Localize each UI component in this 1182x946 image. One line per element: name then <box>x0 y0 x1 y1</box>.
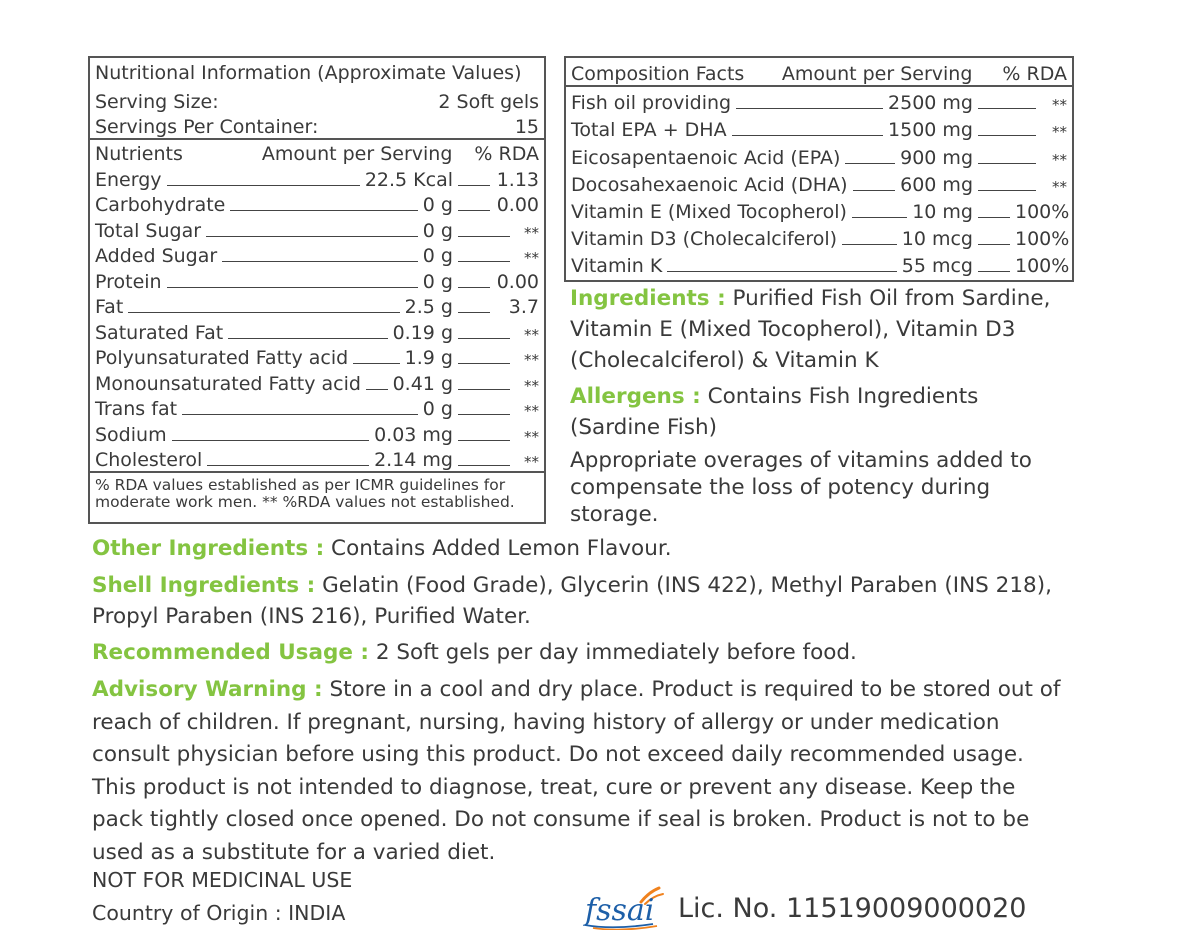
composition-row <box>566 141 1072 168</box>
leader-line <box>172 440 370 441</box>
component-name: Docosahexaenoic Acid (DHA) <box>571 173 848 196</box>
nutrient-name: Added Sugar <box>95 245 218 267</box>
nutrient-amount: 0.03 mg <box>374 423 453 446</box>
col-composition: Composition Facts <box>571 63 745 85</box>
composition-row <box>566 87 1072 114</box>
composition-row <box>566 250 1072 277</box>
nutrient-rda: ** <box>524 376 539 395</box>
allergens-label: Allergens : <box>570 384 701 409</box>
leader-line <box>458 210 490 211</box>
nutrient-amount: 0 g <box>422 194 453 216</box>
composition-row <box>566 223 1072 250</box>
nutrition-row <box>90 267 544 293</box>
leader-line <box>978 190 1036 191</box>
leader-line <box>845 163 895 164</box>
nutrient-rda: 0.00 <box>496 194 539 216</box>
nutrient-amount: 2.5 g <box>404 296 453 318</box>
component-name: Fish oil providing <box>571 92 732 115</box>
nutrient-amount: 0 g <box>422 270 453 293</box>
not-medicinal-note: NOT FOR MEDICINAL USE <box>92 868 353 892</box>
nutrient-rda: ** <box>524 351 539 369</box>
component-rda: ** <box>1052 96 1067 115</box>
leader-line <box>353 363 399 364</box>
nutrient-amount: 0.19 g <box>392 321 453 344</box>
license-number: Lic. No. 11519009000020 <box>678 893 1027 924</box>
leader-line <box>206 236 418 237</box>
ingredients-text: Purified Fish Oil from Sardine, Vitamin E (Mixed Tocopherol), Vitamin D3 (Cholecalciferol) & Vitamin K <box>570 286 1051 373</box>
nutrient-name: Monounsaturated Fatty acid <box>95 372 361 395</box>
leader-line <box>978 108 1036 109</box>
nutrient-name: Energy <box>95 168 162 191</box>
leader-line <box>736 108 883 109</box>
other-ingredients-text: Contains Added Lemon Flavour. <box>324 536 672 561</box>
nutrient-rda: ** <box>524 223 539 242</box>
nutrition-row <box>90 395 544 421</box>
nutrient-rda: 3.7 <box>508 296 539 318</box>
serving-size-row <box>90 87 544 113</box>
allergens-block <box>570 381 1030 443</box>
component-name: Vitamin K <box>571 255 663 278</box>
composition-row <box>566 196 1072 223</box>
leader-line <box>978 163 1036 164</box>
col-rda: % RDA <box>474 143 539 165</box>
fssai-logo <box>583 886 665 930</box>
component-amount: 900 mg <box>900 146 973 169</box>
nutrient-amount: 0 g <box>422 398 453 420</box>
component-rda: ** <box>1052 150 1067 169</box>
nutrient-name: Polyunsaturated Fatty acid <box>95 347 349 369</box>
leader-line <box>853 190 896 191</box>
component-rda: ** <box>1052 177 1067 196</box>
nutrition-row <box>90 165 544 191</box>
advisory-warning-label: Advisory Warning : <box>92 677 323 702</box>
recommended-usage-label: Recommended Usage : <box>92 640 370 665</box>
component-rda: 100% <box>1015 228 1070 251</box>
leader-line <box>458 440 510 441</box>
nutrient-rda: ** <box>524 453 539 471</box>
nutrient-amount: 0.41 g <box>392 372 453 395</box>
leader-line <box>458 312 490 313</box>
leader-line <box>842 244 897 245</box>
shell-ingredients-label: Shell Ingredients : <box>92 573 316 598</box>
component-name: Total EPA + DHA <box>571 119 727 142</box>
nutrient-amount: 2.14 mg <box>374 449 453 471</box>
col-comp-amount: Amount per Serving <box>781 63 973 85</box>
leader-line <box>207 465 369 466</box>
allergens-text: Contains Fish Ingredients (Sardine Fish) <box>570 384 979 440</box>
other-ingredients-block <box>92 533 1092 564</box>
leader-line <box>128 312 399 313</box>
advisory-warning-block <box>92 674 1067 869</box>
leader-line <box>458 363 510 364</box>
overages-note: Appropriate overages of vitamins added to compensate the loss of potency during storage. <box>570 448 1032 527</box>
nutrition-title: Nutritional Information (Approximate Values) <box>95 62 522 84</box>
leader-line <box>852 217 907 218</box>
leader-line <box>222 261 418 262</box>
col-nutrients: Nutrients <box>95 143 183 165</box>
nutrition-row <box>90 318 544 344</box>
leader-line <box>458 338 510 339</box>
nutrient-rda: 1.13 <box>496 168 539 191</box>
nutrient-name: Total Sugar <box>95 219 202 242</box>
nutrient-rda: ** <box>524 427 539 446</box>
component-amount: 55 mcg <box>901 255 973 278</box>
servings-per-container-row <box>90 113 544 139</box>
nutrition-row <box>90 420 544 446</box>
leader-line <box>167 185 360 186</box>
nutrient-name: Sodium <box>95 423 167 446</box>
component-rda: 100% <box>1015 255 1070 278</box>
nutrition-row <box>90 446 544 472</box>
serving-size-label: Serving Size: <box>95 90 219 113</box>
component-amount: 2500 mg <box>888 92 973 115</box>
recommended-usage-text: 2 Soft gels per day immediately before food. <box>369 640 857 665</box>
nutrition-row <box>90 242 544 268</box>
nutrient-rda: ** <box>524 402 539 420</box>
nutrient-amount: 22.5 Kcal <box>364 168 453 191</box>
nutrient-rda: ** <box>524 249 539 267</box>
nutrient-amount: 0 g <box>422 245 453 267</box>
composition-header-row <box>566 58 1072 85</box>
col-amount: Amount per Serving <box>261 143 453 165</box>
ingredients-label: Ingredients : <box>570 286 726 311</box>
leader-line <box>978 135 1036 136</box>
nutrient-amount: 1.9 g <box>404 347 453 369</box>
leader-line <box>978 217 1010 218</box>
nutrition-row <box>90 369 544 395</box>
nutrient-name: Protein <box>95 270 162 293</box>
composition-row <box>566 114 1072 141</box>
component-name: Vitamin D3 (Cholecalciferol) <box>571 228 838 251</box>
nutrient-rda: ** <box>524 325 539 344</box>
servings-label: Servings Per Container: <box>95 116 319 138</box>
nutrition-row <box>90 216 544 242</box>
nutrition-table <box>88 56 546 524</box>
leader-line <box>230 210 417 211</box>
component-amount: 10 mg <box>912 200 973 223</box>
nutrition-row <box>90 191 544 217</box>
nutrient-name: Saturated Fat <box>95 321 224 344</box>
nutrition-header-row <box>90 140 544 165</box>
advisory-warning-text: Store in a cool and dry place. Product is required to be stored out of reach of children. If pregnant, nursing, having history of allergy or under medication consult physician before using this product. Do not exceed daily recommended usage. This product is not intended to diagnose, treat, cure or prevent any disease. Keep the pack tightly closed once opened. Do not consume if seal is broken. Product is not to be used as a substitute for a varied diet. <box>92 677 1061 865</box>
nutrient-name: Trans fat <box>95 398 178 420</box>
serving-size-value: 2 Soft gels <box>438 90 539 113</box>
leader-line <box>458 389 510 390</box>
nutrition-row <box>90 293 544 319</box>
nutrition-footnote: % RDA values established as per ICMR guidelines for moderate work men. ** %RDA values not established. <box>95 476 515 511</box>
leader-line <box>978 244 1010 245</box>
col-comp-rda: % RDA <box>1002 63 1067 85</box>
component-rda: 100% <box>1015 200 1070 223</box>
composition-row <box>566 169 1072 196</box>
nutrient-name: Cholesterol <box>95 449 203 471</box>
servings-value: 15 <box>514 116 539 138</box>
leader-line <box>732 135 883 136</box>
leader-line <box>182 414 418 415</box>
leader-line <box>228 338 387 339</box>
country-of-origin: Country of Origin : INDIA <box>92 901 346 925</box>
shell-ingredients-text: Gelatin (Food Grade), Glycerin (INS 422), Methyl Paraben (INS 218), Propyl Paraben (INS 216), Purified Water. <box>92 573 1052 629</box>
recommended-usage-block <box>92 637 1092 668</box>
component-amount: 10 mcg <box>901 228 973 251</box>
nutrient-name: Fat <box>95 296 124 318</box>
component-amount: 1500 mg <box>888 119 973 142</box>
leader-line <box>458 414 510 415</box>
nutrition-row <box>90 344 544 370</box>
leader-line <box>667 271 896 272</box>
leader-line <box>978 271 1010 272</box>
composition-rows <box>566 87 1072 277</box>
shell-ingredients-block <box>92 570 1052 632</box>
leader-line <box>366 389 388 390</box>
component-name: Vitamin E (Mixed Tocopherol) <box>571 200 847 223</box>
leader-line <box>167 287 418 288</box>
leader-line <box>458 287 490 288</box>
fssai-logo-text: fssai <box>585 893 655 928</box>
leader-line <box>458 261 510 262</box>
component-name: Eicosapentaenoic Acid (EPA) <box>571 146 841 169</box>
leader-line <box>458 236 510 237</box>
component-rda: ** <box>1052 123 1067 142</box>
nutrient-rda: 0.00 <box>496 270 539 293</box>
ingredients-block <box>570 283 1070 376</box>
composition-table <box>564 56 1074 282</box>
other-ingredients-label: Other Ingredients : <box>92 536 325 561</box>
leader-line <box>458 465 510 466</box>
nutrient-amount: 0 g <box>422 219 453 242</box>
nutrition-rows <box>90 165 544 471</box>
component-amount: 600 mg <box>900 173 973 196</box>
nutrient-name: Carbohydrate <box>95 194 226 216</box>
leader-line <box>458 185 490 186</box>
